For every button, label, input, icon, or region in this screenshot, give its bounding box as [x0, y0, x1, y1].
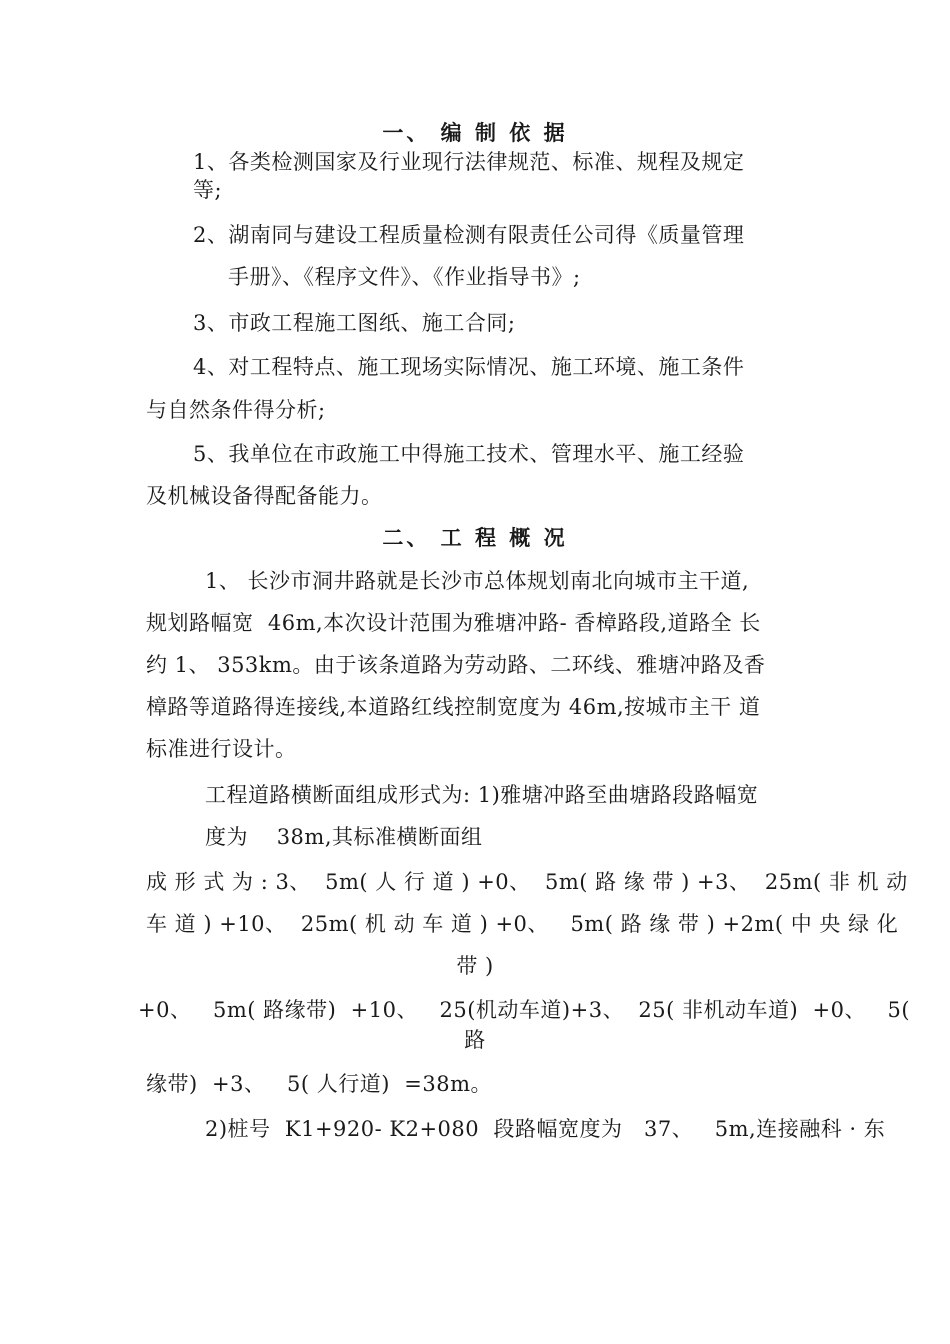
section1-heading: 一、 编 制 依 据 — [382, 120, 568, 145]
overview-para1-line2: 规划路幅宽 46m,本次设计范围为雅塘冲路- 香樟路段,道路全 长 — [146, 611, 761, 635]
overview-para3-line1: 2)桩号 K1+920- K2+080 段路幅宽度为 37、 5m,连接融科 · 东 — [205, 1117, 886, 1141]
cross-section-form-line2: 车 道 ) +10、 25m( 机 动 车 道 ) +0、 5m( 路 缘 带 ) +2m( 中 央 绿 化 — [146, 912, 899, 936]
basis-item-3-line1: 3、市政工程施工图纸、施工合同; — [193, 311, 516, 335]
cross-section-form-line3: 带 ) — [456, 954, 494, 978]
basis-item-4-line1: 4、对工程特点、施工现场实际情况、施工环境、施工条件 — [193, 355, 745, 379]
cross-section-form-line4: +0、 5m( 路缘带) +10、 25(机动车道)+3、 25( 非机动车道) +0、 5( — [138, 998, 911, 1022]
cross-section-form-line1: 成 形 式 为 : 3、 5m( 人 行 道 ) +0、 5m( 路 缘 带 ) +3、 25m( 非 机 动 — [146, 870, 908, 894]
basis-item-5-line2: 及机械设备得配备能力。 — [146, 484, 383, 508]
overview-para1-line3: 约 1、 353km。由于该条道路为劳动路、二环线、雅塘冲路及香 — [146, 653, 766, 677]
overview-para1-line5: 标准进行设计。 — [146, 737, 297, 761]
overview-para2-line2: 度为 38m,其标准横断面组 — [205, 825, 483, 849]
overview-para2-line1: 工程道路横断面组成形式为: 1)雅塘冲路至曲塘路段路幅宽 — [205, 783, 759, 807]
cross-section-form-line5: 路 — [464, 1028, 486, 1052]
basis-item-5-line1: 5、我单位在市政施工中得施工技术、管理水平、施工经验 — [193, 442, 745, 466]
cross-section-form-line6: 缘带) +3、 5( 人行道) =38m。 — [146, 1072, 493, 1096]
section2-heading: 二、 工 程 概 况 — [382, 525, 568, 550]
overview-para1-line4: 樟路等道路得连接线,本道路红线控制宽度为 46m,按城市主干 道 — [146, 695, 761, 719]
basis-item-1-line2: 等; — [193, 178, 223, 202]
overview-para1-line1: 1、 长沙市洞井路就是长沙市总体规划南北向城市主干道, — [205, 569, 750, 593]
basis-item-1-line1: 1、各类检测国家及行业现行法律规范、标准、规程及规定 — [193, 150, 745, 174]
basis-item-2-line1: 2、湖南同与建设工程质量检测有限责任公司得《质量管理 — [193, 223, 745, 247]
basis-item-4-line2: 与自然条件得分析; — [146, 398, 326, 422]
basis-item-2-line2: 手册》、《程序文件》、《作业指导书》; — [228, 265, 581, 289]
